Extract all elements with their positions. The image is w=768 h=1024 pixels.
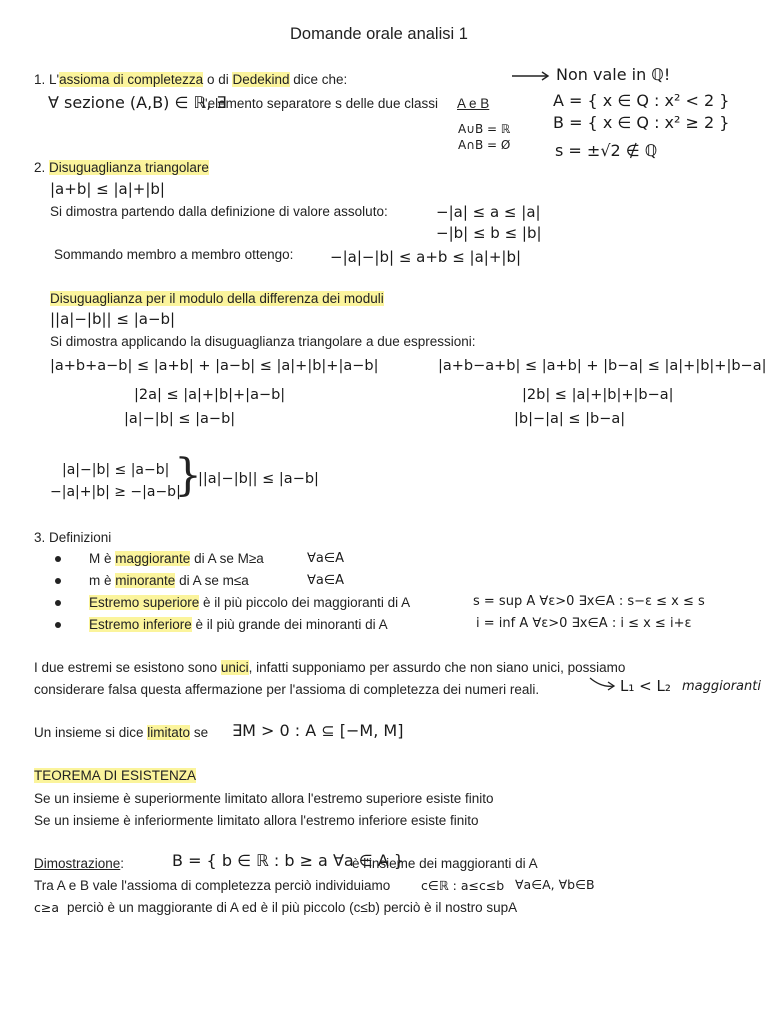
s1-s-equals: s = ±√2 ∉ ℚ	[555, 141, 658, 160]
s3-para-line1	[34, 660, 625, 676]
s3-b1-highlight: maggiorante	[115, 551, 191, 566]
s1-ab: A e B	[457, 96, 490, 111]
s3-teorema-line2: Se un insieme è inferiormente limitato allora l'estremo inferiore esiste finito	[34, 813, 479, 828]
s3-b4-formula: i = inf A ∀ε>0 ∃x∈A : i ≤ x ≤ i+ε	[476, 616, 692, 631]
s1-number: 1. L'	[34, 72, 60, 87]
s2-formula: |a+b| ≤ |a|+|b|	[50, 180, 165, 198]
bullet-icon	[55, 578, 61, 584]
s2-text2: Sommando membro a membro ottengo:	[54, 247, 294, 262]
s3-limitato-highlight: limitato	[147, 725, 191, 740]
bullet-icon	[55, 622, 61, 628]
s3-lim-pre: Un insieme si dice	[34, 725, 148, 740]
s3-b1-forall: ∀a∈A	[307, 551, 345, 566]
s3-dim-word: Dimostrazione	[34, 856, 121, 871]
s2-ineq2: −|b| ≤ b ≤ |b|	[436, 224, 542, 242]
s3-heading: 3. Definizioni	[34, 530, 112, 545]
s3-b4-highlight: Estremo inferiore	[89, 617, 192, 632]
s1-set-b: B = { x ∈ Q : x² ≥ 2 }	[553, 113, 730, 132]
s3-b2-post: di A se m≤a	[175, 573, 249, 588]
s3-set-b-post: è l'insieme dei maggioranti di A	[352, 856, 538, 871]
s3-para-line2: considerare falsa questa affermazione per l'assioma di completezza dei numeri reali.	[34, 682, 540, 697]
page-title: Domande orale analisi 1	[290, 25, 468, 43]
s3-b2-highlight: minorante	[115, 573, 176, 588]
s1-assioma-highlight: assioma di completezza	[59, 72, 204, 87]
s2-right3: |b|−|a| ≤ |b−a|	[514, 411, 626, 427]
s1-non-vale: Non vale in ℚ!	[556, 65, 671, 84]
s3-b3-formula: s = sup A ∀ε>0 ∃x∈A : s−ε ≤ x ≤ s	[473, 594, 705, 609]
s3-teorema-line1: Se un insieme è superiormente limitato allora l'estremo superiore esiste finito	[34, 791, 494, 806]
s2-mod-title-highlight: Disuguaglianza per il modulo della differenza dei moduli	[50, 291, 384, 306]
s3-dim-line2: Tra A e B vale l'assioma di completezza perciò individuiamo	[34, 878, 391, 893]
s2-heading	[34, 160, 209, 176]
s2-mod-title	[50, 291, 384, 307]
s3-bullet-inf	[89, 617, 388, 633]
s2-text1: Si dimostra partendo dalla definizione di valore assoluto:	[50, 204, 388, 219]
s2-system-result: ||a|−|b|| ≤ |a−b|	[198, 471, 319, 487]
s2-system-line2: −|a|+|b| ≥ −|a−b|	[50, 484, 181, 500]
s1-forall: ∀ sezione (A,B) ∈ ℝ, ∃	[48, 93, 227, 112]
s3-para-post: , infatti supponiamo per assurdo che non siano unici, possiamo	[248, 660, 626, 675]
s2-right1: |a+b−a+b| ≤ |a+b| + |b−a| ≤ |a|+|b|+|b−a|	[438, 358, 767, 374]
s3-para-pre: I due estremi se esistono sono	[34, 660, 221, 675]
s1-dedekind-highlight: Dedekind	[232, 72, 290, 87]
s2-left2: |2a| ≤ |a|+|b|+|a−b|	[134, 387, 286, 403]
s2-left1: |a+b+a−b| ≤ |a+b| + |a−b| ≤ |a|+|b|+|a−b|	[50, 358, 379, 374]
arrow-icon	[510, 70, 552, 82]
s3-lim-post: se	[190, 725, 209, 740]
s1-set-a: A = { x ∈ Q : x² < 2 }	[553, 91, 730, 110]
s3-dim-line2-formula1: c∈ℝ : a≤c≤b	[421, 878, 505, 893]
s2-system-line1: |a|−|b| ≤ |a−b|	[62, 462, 170, 478]
bullet-icon	[55, 600, 61, 606]
s2-sum: −|a|−|b| ≤ a+b ≤ |a|+|b|	[330, 248, 522, 266]
s2-ineq1: −|a| ≤ a ≤ |a|	[436, 203, 541, 221]
s2-right2: |2b| ≤ |a|+|b|+|b−a|	[522, 387, 674, 403]
s3-bullet-maggiorante	[89, 551, 264, 567]
s3-bullet-minorante	[89, 573, 249, 589]
s1-intersection: A∩B = Ø	[458, 138, 511, 152]
s2-text3: Si dimostra applicando la disuguaglianza triangolare a due espressioni:	[50, 334, 476, 349]
s3-dim-line3-formula: c≥a	[34, 900, 60, 915]
brace-icon: }	[174, 450, 202, 501]
s2-title-highlight: Disuguaglianza triangolare	[49, 160, 209, 175]
s3-b2-pre: m è	[89, 573, 116, 588]
s3-l1-l2: L₁ < L₂	[620, 677, 671, 695]
s3-b4-post: è il più grande dei minoranti di A	[191, 617, 388, 632]
s2-mod-formula: ||a|−|b|| ≤ |a−b|	[50, 310, 176, 328]
s3-teorema-highlight: TEOREMA DI ESISTENZA	[34, 768, 197, 783]
bullet-icon	[55, 556, 61, 562]
s3-limitato-formula: ∃M > 0 : A ⊆ [−M, M]	[232, 721, 404, 740]
s1-dice: dice che:	[289, 72, 348, 87]
curved-arrow-icon	[588, 674, 618, 692]
s3-b1-post: di A se M≥a	[190, 551, 264, 566]
s1-o-di: o di	[203, 72, 233, 87]
s3-b1-pre: M è	[89, 551, 116, 566]
s1-heading	[34, 72, 347, 88]
s3-b3-post: è il più piccolo dei maggioranti di A	[199, 595, 411, 610]
s3-maggioranti: maggioranti	[682, 679, 761, 694]
s1-separatore-text: l'elemento separatore s delle due classi	[202, 96, 438, 111]
s3-dim-line2-formula2: ∀a∈A, ∀b∈B	[515, 877, 595, 892]
s3-bullet-sup	[89, 595, 410, 611]
s3-set-b-def: B = { b ∈ ℝ : b ≥ a ∀a ∈ A }	[172, 851, 405, 870]
s2-number: 2.	[34, 160, 50, 175]
s3-dimostrazione-label	[34, 856, 124, 872]
s3-teorema-heading	[34, 768, 196, 784]
s3-dim-colon: :	[120, 856, 125, 871]
s2-left3: |a|−|b| ≤ |a−b|	[124, 411, 236, 427]
s3-b2-forall: ∀a∈A	[307, 573, 345, 588]
s3-dim-line3: perciò è un maggiorante di A ed è il più piccolo (c≤b) perciò è il nostro supA	[67, 900, 518, 915]
s1-union: A∪B = ℝ	[458, 122, 511, 136]
s3-limitato-line	[34, 725, 208, 741]
s3-unici-highlight: unici	[220, 660, 249, 675]
s3-b3-highlight: Estremo superiore	[89, 595, 200, 610]
